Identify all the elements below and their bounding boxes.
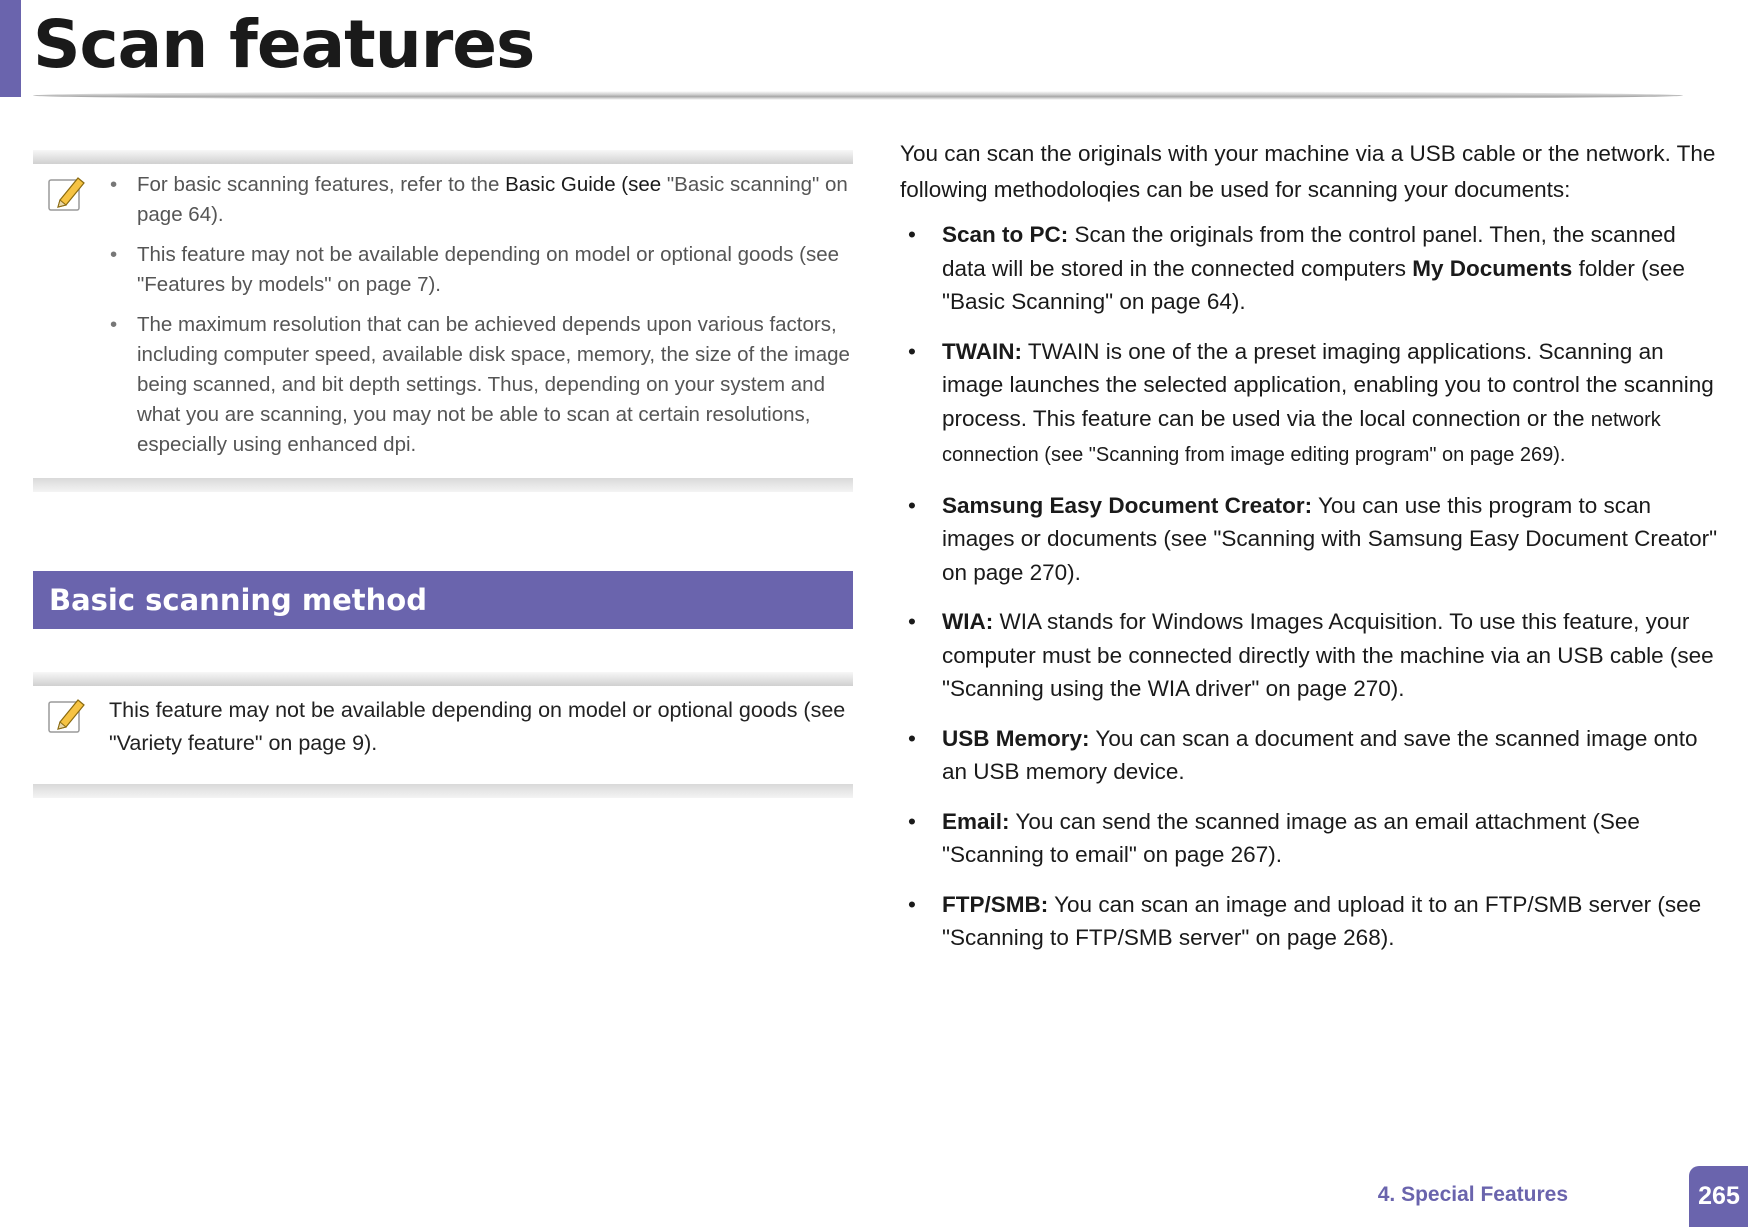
bullet-icon: •	[908, 725, 916, 751]
chapter-tab	[0, 0, 21, 97]
pencil-note-icon	[47, 694, 87, 736]
method-item-usb-memory: • USB Memory: You can scan a document and save the scanned image onto an USB memory device.	[900, 722, 1720, 789]
page-title: Scan features	[33, 6, 535, 83]
bullet-icon: •	[110, 243, 118, 266]
bullet-icon: •	[908, 808, 916, 834]
method-item-email: • Email: You can send the scanned image as an email attachment (See "Scanning to email" on page 267).	[900, 805, 1720, 872]
main-content	[900, 136, 1720, 971]
method-item-wia: • WIA: WIA stands for Windows Images Acquisition. To use this feature, your computer must be connected directly with the machine via an USB cable (see "Scanning using the WIA driver" on page 270).	[900, 605, 1720, 706]
note-box-top-bar	[33, 150, 853, 164]
title-divider	[33, 91, 1683, 100]
bullet-icon: •	[908, 609, 916, 634]
bullet-icon: •	[908, 492, 916, 518]
method-list	[900, 218, 1720, 955]
note-text: This feature may not be available depending on model or optional goods (see "Variety feature" on page 9).	[109, 698, 846, 755]
chapter-label: 4. Special Features	[1377, 1183, 1568, 1206]
method-item-easy-document-creator: • Samsung Easy Document Creator: You can use this program to scan images or documents (see "Scanning with Samsung Easy Document Creator" on page 270).	[900, 489, 1720, 590]
method-item-scan-to-pc: • Scan to PC: Scan the originals from the control panel. Then, the scanned data will be stored in the connected computers My Documents folder (see "Basic Scanning" on page 64).	[900, 218, 1720, 319]
pencil-note-icon	[47, 172, 87, 214]
note-item: • This feature may not be available depending on model or optional goods (see "Features by models" on page 7).	[110, 240, 850, 300]
note-item: • For basic scanning features, refer to the Basic Guide (see "Basic scanning" on page 64).	[110, 170, 850, 230]
intro-paragraph: You can scan the originals with your machine via a USB cable or the network. The following methodoloqies can be used for scanning your documents:	[900, 141, 1716, 202]
note-item: • The maximum resolution that can be achieved depends upon various factors, including computer speed, available disk space, memory, the size of the image being scanned, and bit depth settings. Thus, depending on your system and what you are scanning, you may not be able to scan at certain resolutions, especially using enhanced dpi.	[110, 310, 850, 460]
method-item-ftp-smb: • FTP/SMB: You can scan an image and upload it to an FTP/SMB server (see "Scanning to FTP/SMB server" on page 268).	[900, 888, 1720, 955]
page-number: 265	[1689, 1166, 1748, 1227]
note-box-1	[33, 150, 853, 498]
note-list	[110, 170, 850, 470]
bullet-icon: •	[908, 338, 916, 364]
bullet-icon: •	[110, 313, 118, 336]
note-box-top-bar	[33, 672, 853, 686]
section-header	[33, 571, 853, 629]
method-item-twain: • TWAIN: TWAIN is one of the a preset imaging applications. Scanning an image launches the selected application, enabling you to control the scanning process. This feature can be used via the local connection or the network connection (see "Scanning from image editing program" on page 269).	[900, 335, 1720, 473]
note-box-bottom-bar	[33, 784, 853, 798]
note-box-2	[33, 672, 853, 796]
bullet-icon: •	[110, 173, 118, 196]
note-box-bottom-bar	[33, 478, 853, 492]
bullet-icon: •	[908, 891, 916, 917]
bullet-icon: •	[908, 222, 916, 247]
section-title: Basic scanning method	[49, 583, 427, 617]
